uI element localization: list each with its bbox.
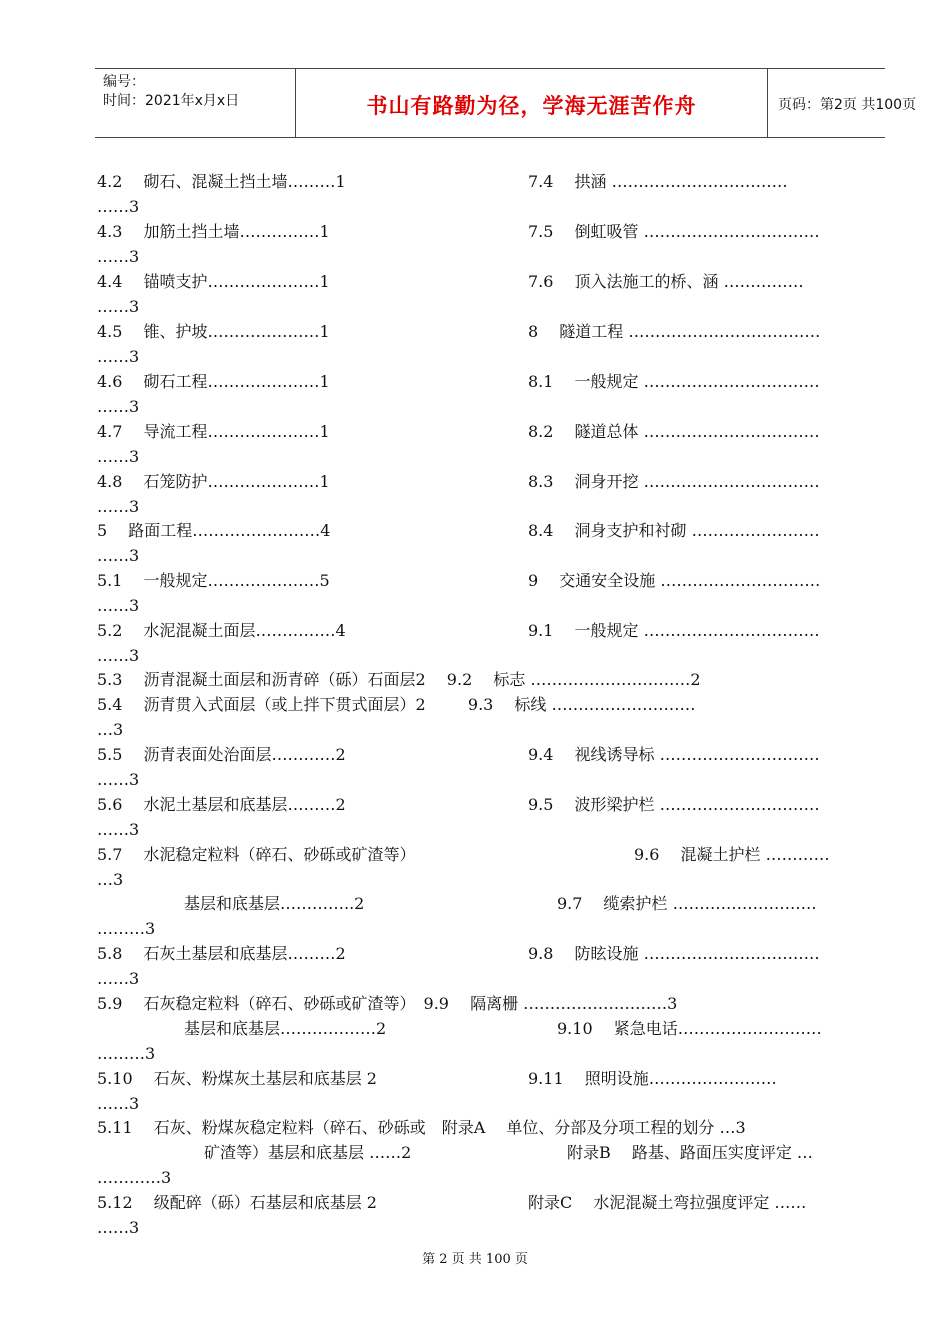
toc-entry: 9 交通安全设施 …………………………: [528, 571, 821, 590]
toc-entry: 5.1 一般规定…………………5: [97, 571, 330, 590]
toc-entry-page: ……3: [97, 397, 140, 416]
toc-entry: 4.2 砌石、混凝土挡土墙………1: [97, 172, 346, 191]
toc-entry: 7.6 顶入法施工的桥、涵 ……………: [528, 272, 804, 291]
toc-entry: 5.7 水泥稳定粒料（碎石、砂砾或矿渣等）: [97, 845, 416, 864]
toc-entry: 9.5 波形梁护栏 …………………………: [528, 795, 820, 814]
document-time-label: 时间：2021年x月x日: [103, 93, 240, 109]
toc-entry-page: …3: [97, 720, 124, 739]
toc-entry-page: ……3: [97, 1218, 140, 1237]
toc-entry-page: ……3: [97, 646, 140, 665]
toc-entry: 5.5 沥青表面处治面层…………2: [97, 745, 346, 764]
toc-entry: 8.2 隧道总体 ……………………………: [528, 422, 820, 441]
toc-entry-page: ……3: [97, 546, 140, 565]
toc-entry: 9.8 防眩设施 ……………………………: [528, 944, 820, 963]
header-meta: [95, 69, 296, 137]
toc-entry-page: ……3: [97, 820, 140, 839]
toc-entry: 8.1 一般规定 ……………………………: [528, 372, 820, 391]
toc-entry: 基层和底基层…………..2: [184, 894, 365, 913]
toc-entry-page: ………3: [97, 1044, 156, 1063]
toc-entry-page: ……3: [97, 197, 140, 216]
toc-entry-page: ……3: [97, 1094, 140, 1113]
toc-entry: 7.4 拱涵 ……………………………: [528, 172, 788, 191]
toc-entry: 4.3 加筋土挡土墙……………1: [97, 222, 330, 241]
toc-entry: 8.4 洞身支护和衬砌 ……………………: [528, 521, 820, 540]
toc-entry: 9.1 一般规定 ……………………………: [528, 621, 820, 640]
toc-entry-page: ……3: [97, 969, 140, 988]
document-number-label: 编号：: [103, 74, 145, 90]
toc-entry-page: ……3: [97, 347, 140, 366]
toc-entry: 8.3 洞身开挖 ……………………………: [528, 472, 820, 491]
toc-entry: 9.11 照明设施……………………: [528, 1069, 777, 1088]
toc-entry-page: …………3: [97, 1168, 172, 1187]
toc-entry: 基层和底基层………………2: [184, 1019, 387, 1038]
toc-entry: 8 隧道工程 ………………………………: [528, 322, 821, 341]
toc-entry: 5.10 石灰、粉煤灰土基层和底基层 2: [97, 1069, 377, 1088]
toc-entry: 5.2 水泥混凝土面层……………4: [97, 621, 346, 640]
toc-entry: 4.4 锚喷支护…………………1: [97, 272, 330, 291]
toc-entry: 5.12 级配碎（砾）石基层和底基层 2: [97, 1193, 377, 1212]
toc-entry: 5.3 沥青混凝土面层和沥青碎（砾）石面层2 9.2 标志 …………………………2: [97, 670, 701, 689]
toc-entry: 7.5 倒虹吸管 ……………………………: [528, 222, 820, 241]
toc-entry-page: ……3: [97, 497, 140, 516]
toc-entry: 5.11 石灰、粉煤灰稳定粒料（碎石、砂砾或 附录A 单位、分部及分项工程的划分 …3: [97, 1118, 746, 1137]
toc-entry: 5 路面工程……………………4: [97, 521, 331, 540]
toc-entry: 9.4 视线诱导标 …………………………: [528, 745, 820, 764]
toc-entry-page: ……3: [97, 297, 140, 316]
page-header: [95, 68, 917, 138]
toc-entry: 5.8 石灰土基层和底基层………2: [97, 944, 346, 963]
toc-entry: 5.6 水泥土基层和底基层………2: [97, 795, 346, 814]
toc-entry-page: ……3: [97, 770, 140, 789]
toc-entry: 附录C 水泥混凝土弯拉强度评定 ……: [528, 1193, 807, 1212]
toc-entry: 4.6 砌石工程…………………1: [97, 372, 330, 391]
toc-entry: 5.4 沥青贯入式面层（或上拌下贯式面层）2 9.3 标线 ………………………: [97, 695, 696, 714]
toc-entry-page: ………3: [97, 919, 156, 938]
toc-entry-page: ……3: [97, 447, 140, 466]
toc-entry: 矿渣等）基层和底基层 ……2: [204, 1143, 412, 1162]
toc-entry: 附录B 路基、路面压实度评定 …: [567, 1143, 813, 1162]
toc-entry-page: ……3: [97, 596, 140, 615]
header-motto: 书山有路勤为径，学海无涯苦作舟: [296, 69, 768, 137]
toc-entry: 4.5 锥、护坡…………………1: [97, 322, 330, 341]
toc-entry: 9.6 混凝土护栏 …………: [634, 845, 830, 864]
toc-entry-page: ……3: [97, 247, 140, 266]
toc-entry: 9.10 紧急电话………………………: [557, 1019, 822, 1038]
toc-entry: 5.9 石灰稳定粒料（碎石、砂砾或矿渣等） 9.9 隔离栅 ………………………3: [97, 994, 678, 1013]
toc-entry: 9.7 缆索护栏 ………………………: [557, 894, 817, 913]
toc-entry: 4.7 导流工程…………………1: [97, 422, 330, 441]
toc-entry: 4.8 石笼防护…………………1: [97, 472, 330, 491]
toc-entry-page: …3: [97, 870, 124, 889]
header-page-number: 页码：第2页 共100页: [778, 97, 917, 113]
page-footer: 第 2 页 共 100 页: [422, 1252, 528, 1267]
